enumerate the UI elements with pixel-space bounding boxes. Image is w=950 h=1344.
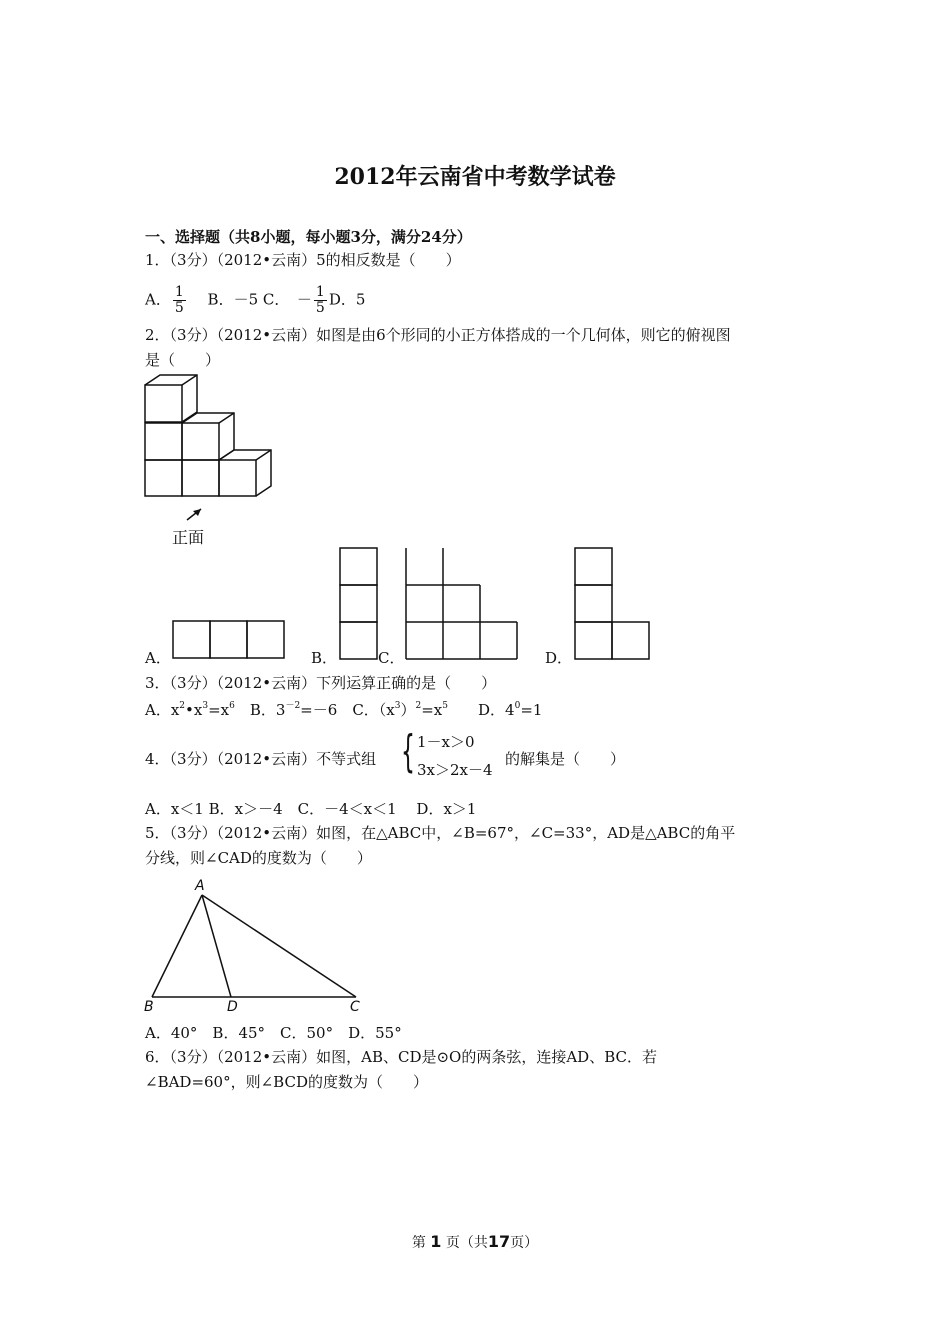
q1-c-label: C． [262, 290, 282, 309]
q4-options: A．x＜1 B．x＞－4 C．－4＜x＜1 D．x＞1 [145, 800, 477, 818]
q4-tail: 的解集是（ ） [505, 750, 626, 768]
q2-option-c-figure [404, 547, 520, 662]
page-footer [0, 1232, 950, 1252]
q3-b-exp: －2 [285, 701, 301, 711]
q1-a-numerator: 1 [174, 284, 184, 300]
q3-c-exp1: 3 [394, 701, 401, 711]
q3-c-mid: ） [400, 701, 416, 719]
q6-line2: ∠BAD=60°，则∠BCD的度数为（ ） [145, 1073, 428, 1091]
q1-b: B．－5 [207, 290, 259, 309]
q4-inequality-2: 3x＞2x－4 [417, 761, 493, 779]
q1-stem: 1．（3分）（2012•云南）5的相反数是（ ） [145, 251, 461, 269]
q5-label-c: C [350, 999, 360, 1015]
q3-a-pre: A．x [145, 701, 180, 719]
q2-solid-figure [140, 370, 280, 550]
q2-option-b-label: B． [311, 649, 338, 667]
q3-d-post: =1 [520, 701, 543, 719]
q3-stem: 3．（3分）（2012•云南）下列运算正确的是（ ） [145, 674, 497, 692]
page-title: 2012年云南省中考数学试卷 [334, 164, 616, 190]
q2-front-label: 正面 [172, 528, 205, 547]
q3-options [145, 700, 542, 720]
q1-c-fraction [314, 285, 327, 316]
q3-c-eq: =x [421, 701, 443, 719]
q2-line1: 2．（3分）（2012•云南）如图是由6个形同的小正方体搭成的一个几何体，则它的俯视图 [145, 326, 731, 344]
q3-c-exp3: 5 [442, 701, 448, 711]
q5-line2: 分线，则∠CAD的度数为（ ） [145, 849, 372, 867]
footer-post: 页） [510, 1235, 539, 1251]
footer-page-number: 1 [430, 1232, 442, 1251]
q5-line1: 5．（3分）（2012•云南）如图，在△ABC中，∠B=67°，∠C=33°，AD是△ABC的角平 [145, 824, 736, 842]
q1-options [145, 285, 365, 316]
q5-options: A．40° B．45° C．50° D．55° [145, 1024, 402, 1042]
footer-mid: 页（共 [445, 1235, 488, 1251]
q1-c-sign: － [296, 290, 312, 309]
section-heading: 一、选择题（共8小题，每小题3分，满分24分） [145, 228, 472, 246]
q3-a-exp1: 2 [179, 701, 186, 711]
q3-b-post: =－6 [300, 701, 338, 719]
q4-stem: 4．（3分）（2012•云南）不等式组 [145, 750, 377, 768]
q1-a-denominator: 5 [174, 300, 184, 316]
q2-option-d-figure [574, 547, 654, 662]
q5-label-a: A [195, 878, 205, 894]
q1-c-numerator: 1 [315, 284, 325, 300]
q6-line1: 6．（3分）（2012•云南）如图，AB、CD是⊙O的两条弦，连接AD、BC．若 [145, 1048, 657, 1066]
q1-a-fraction [173, 285, 186, 316]
q3-a-mid: •x [185, 701, 203, 719]
q3-a-exp2: 3 [202, 701, 209, 711]
q3-b-pre: B．3 [249, 701, 286, 719]
q1-a-label: A． [145, 290, 171, 309]
footer-total-pages: 17 [487, 1232, 511, 1251]
q2-option-a-label: A． [145, 649, 171, 667]
q3-a-eq: =x [208, 701, 230, 719]
q3-c-exp2: 2 [415, 701, 422, 711]
q2-option-a-figure [172, 620, 287, 660]
q4-system [405, 731, 493, 781]
q3-c-pre: C．（x [352, 701, 395, 719]
q5-label-d: D [227, 999, 238, 1015]
q4-inequality-1: 1－x＞0 [417, 733, 475, 751]
q1-c-denominator: 5 [315, 300, 325, 316]
q1-d: D．5 [328, 290, 366, 309]
q5-triangle-figure [140, 875, 370, 1015]
q2-line2: 是（ ） [145, 351, 221, 369]
q2-option-b-figure [339, 547, 379, 662]
q2-option-c-label: C． [378, 649, 405, 667]
q3-d-exp: 0 [514, 701, 521, 711]
q2-option-d-label: D． [545, 649, 573, 667]
footer-pre: 第 [411, 1235, 426, 1251]
q4-brace: { [401, 726, 415, 777]
q3-a-exp3: 6 [229, 701, 235, 711]
q5-label-b: B [144, 999, 154, 1015]
q3-d-pre: D．4 [478, 701, 515, 719]
